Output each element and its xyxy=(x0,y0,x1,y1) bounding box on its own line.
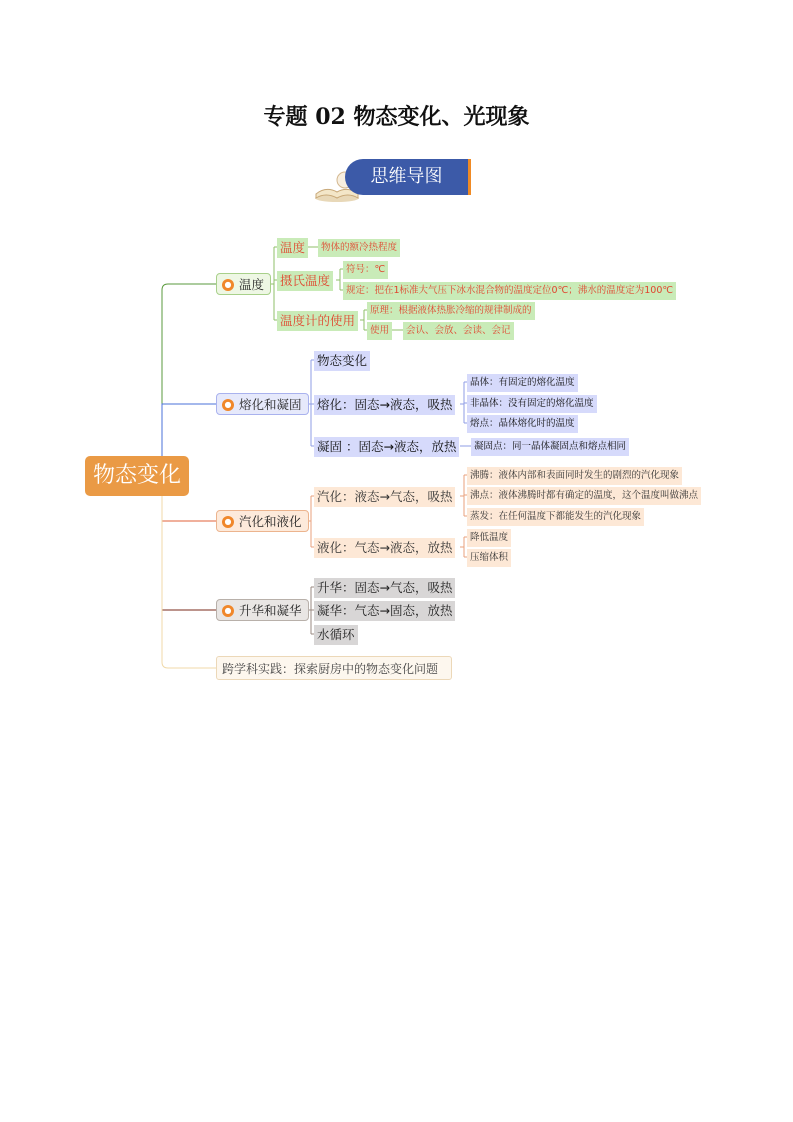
node-boiling[interactable]: 沸腾：液体内部和表面同时发生的剧烈的汽化现象 xyxy=(467,467,682,485)
page-title: 专题 02 物态变化、光现象 xyxy=(263,104,530,130)
connector-temperature xyxy=(162,284,216,456)
node-evaporation[interactable]: 蒸发：在任何温度下都能发生的汽化现象 xyxy=(467,508,644,526)
node-boiling-point[interactable]: 沸点：液体沸腾时都有确定的温度，这个温度叫做沸点 xyxy=(467,487,701,505)
root-node[interactable]: 物态变化 xyxy=(85,456,189,496)
node-thermometer-principle[interactable]: 原理：根据液体热胀冷缩的规律制成的 xyxy=(367,302,535,320)
location-pin-icon: ● xyxy=(222,279,234,291)
node-water-cycle[interactable]: 水循环 xyxy=(314,625,358,645)
node-phase-change[interactable]: 物态变化 xyxy=(314,351,370,371)
node-noncrystal[interactable]: 非晶体：没有固定的熔化温度 xyxy=(467,395,597,413)
node-celsius[interactable]: 摄氏温度 xyxy=(277,271,333,291)
branch-sublimation[interactable]: ● 升华和凝华 xyxy=(216,599,309,621)
branch-practice[interactable]: 跨学科实践：探索厨房中的物态变化问题 xyxy=(216,656,452,680)
location-pin-icon: ● xyxy=(222,605,234,617)
node-thermometer[interactable]: 温度计的使用 xyxy=(277,311,358,331)
node-lower-temp[interactable]: 降低温度 xyxy=(467,529,511,547)
branch-vaporization[interactable]: ● 汽化和液化 xyxy=(216,510,309,532)
location-pin-icon: ● xyxy=(222,516,234,528)
node-celsius-symbol[interactable]: 符号：℃ xyxy=(343,261,388,279)
node-thermometer-use[interactable]: 使用 xyxy=(367,322,392,340)
node-liquefy[interactable]: 液化：气态→液态，放热 xyxy=(314,538,455,558)
node-solidify[interactable]: 凝固 ：固态→液态，放热 xyxy=(314,437,459,457)
node-melt[interactable]: 熔化：固态→液态，吸热 xyxy=(314,395,455,415)
branch-melting[interactable]: ● 熔化和凝固 xyxy=(216,393,309,415)
node-deposit[interactable]: 凝华：气态→固态，放热 xyxy=(314,601,455,621)
node-freezing-point[interactable]: 凝固点：同一晶体凝固点和熔点相同 xyxy=(471,438,629,456)
connector-melting xyxy=(162,404,216,456)
node-vaporize[interactable]: 汽化：液态→气态，吸热 xyxy=(314,487,455,507)
connector-practice xyxy=(162,496,216,668)
node-melting-point[interactable]: 熔点：晶体熔化时的温度 xyxy=(467,415,578,433)
node-celsius-rule[interactable]: 规定：把在1标准大气压下冰水混合物的温度定位0℃；沸水的温度定为100℃ xyxy=(343,282,676,300)
location-pin-icon: ● xyxy=(222,399,234,411)
node-temperature-desc[interactable]: 物体的额冷热程度 xyxy=(318,239,400,257)
node-compress[interactable]: 压缩体积 xyxy=(467,549,511,567)
node-crystal[interactable]: 晶体：有固定的熔化温度 xyxy=(467,374,578,392)
node-temperature[interactable]: 温度 xyxy=(277,238,308,258)
node-thermometer-use-desc[interactable]: 会认、会放、会读、会记 xyxy=(403,322,514,340)
node-sublimate[interactable]: 升华：固态→气态，吸热 xyxy=(314,578,455,598)
mindmap-banner: 思维导图 xyxy=(345,159,471,195)
branch-temperature[interactable]: ● 温度 xyxy=(216,273,271,295)
connector-sublimation xyxy=(162,496,216,610)
connector-vaporization xyxy=(162,496,216,521)
